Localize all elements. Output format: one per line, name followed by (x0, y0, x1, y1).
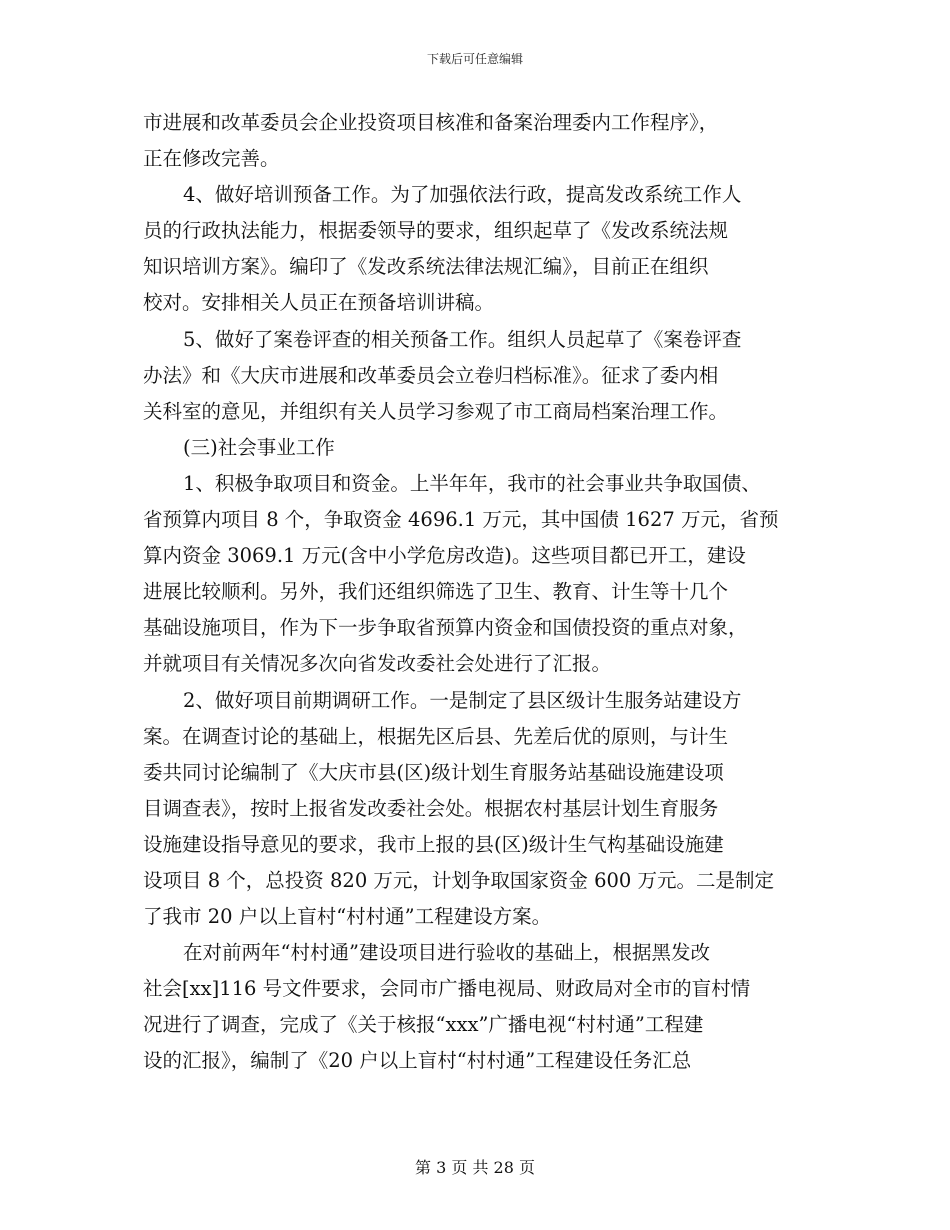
text-line: 1、积极争取项目和资金。上半年年，我市的社会事业共争取国债、 (183, 471, 761, 495)
document-body (143, 105, 823, 1080)
text-line: 省预算内项目 8 个，争取资金 4696.1 万元，其中国债 1627 万元，省预 (143, 508, 779, 532)
text-line: 委共同讨论编制了《大庆市县(区)级计划生育服务站基础设施建设项 (143, 760, 724, 784)
text-line: 办法》和《大庆市进展和改革委员会立卷归档标准》。征求了委内相 (143, 363, 719, 387)
text-line: (三)社会事业工作 (183, 435, 335, 459)
text-line: 2、做好项目前期调研工作。一是制定了县区级计生服务站建设方 (183, 688, 742, 712)
text-line: 了我市 20 户以上盲村“村村通”工程建设方案。 (143, 905, 552, 929)
text-line: 算内资金 3069.1 万元(含中小学危房改造)。这些项目都已开工，建设 (143, 544, 746, 568)
text-line: 在对前两年“村村通”建设项目进行验收的基础上，根据黑发改 (183, 941, 710, 965)
text-line: 市进展和改革委员会企业投资项目核准和备案治理委内工作程序》， (143, 111, 719, 134)
text-line: 知识培训方案》。编印了《发改系统法律法规汇编》，目前正在组织 (143, 255, 709, 279)
text-line: 进展比较顺利。另外，我们还组织筛选了卫生、教育、计生等十几个 (143, 580, 729, 604)
text-line: 校对。安排相关人员正在预备培训讲稿。 (143, 291, 495, 315)
text-line: 设施建设指导意见的要求，我市上报的县(区)级计生气构基础设施建 (143, 832, 724, 856)
text-line: 并就项目有关情况多次向省发改委社会处进行了汇报。 (143, 652, 612, 676)
text-line: 基础设施项目，作为下一步争取省预算内资金和国债投资的重点对象， (143, 616, 748, 640)
text-line: 员的行政执法能力，根据委领导的要求，组织起草了《发改系统法规 (143, 219, 729, 243)
text-line: 设项目 8 个，总投资 820 万元，计划争取国家资金 600 万元。二是制定 (143, 868, 775, 892)
page-footer: 第 3 页 共 28 页 (415, 1158, 535, 1177)
text-line: 设的汇报》，编制了《20 户以上盲村“村村通”工程建设任务汇总 (143, 1049, 692, 1073)
text-line: 社会[xx]116 号文件要求，会同市广播电视局、财政局对全市的盲村情 (143, 977, 751, 1001)
text-line: 况进行了调查，完成了《关于核报“xxx”广播电视“村村通”工程建 (143, 1013, 704, 1037)
text-line: 5、做好了案卷评查的相关预备工作。组织人员起草了《案卷评查 (183, 327, 742, 351)
text-line: 4、做好培训预备工作。为了加强依法行政，提高发改系统工作人 (183, 183, 742, 207)
text-line: 正在修改完善。 (143, 147, 280, 171)
text-line: 关科室的意见，并组织有关人员学习参观了市工商局档案治理工作。 (143, 399, 729, 423)
page-header: 下载后可任意编辑 (426, 52, 523, 66)
text-line: 目调查表》，按时上报省发改委社会处。根据农村基层计划生育服务 (143, 796, 719, 820)
text-line: 案。在调查讨论的基础上，根据先区后县、先差后优的原则，与计生 (143, 724, 729, 748)
